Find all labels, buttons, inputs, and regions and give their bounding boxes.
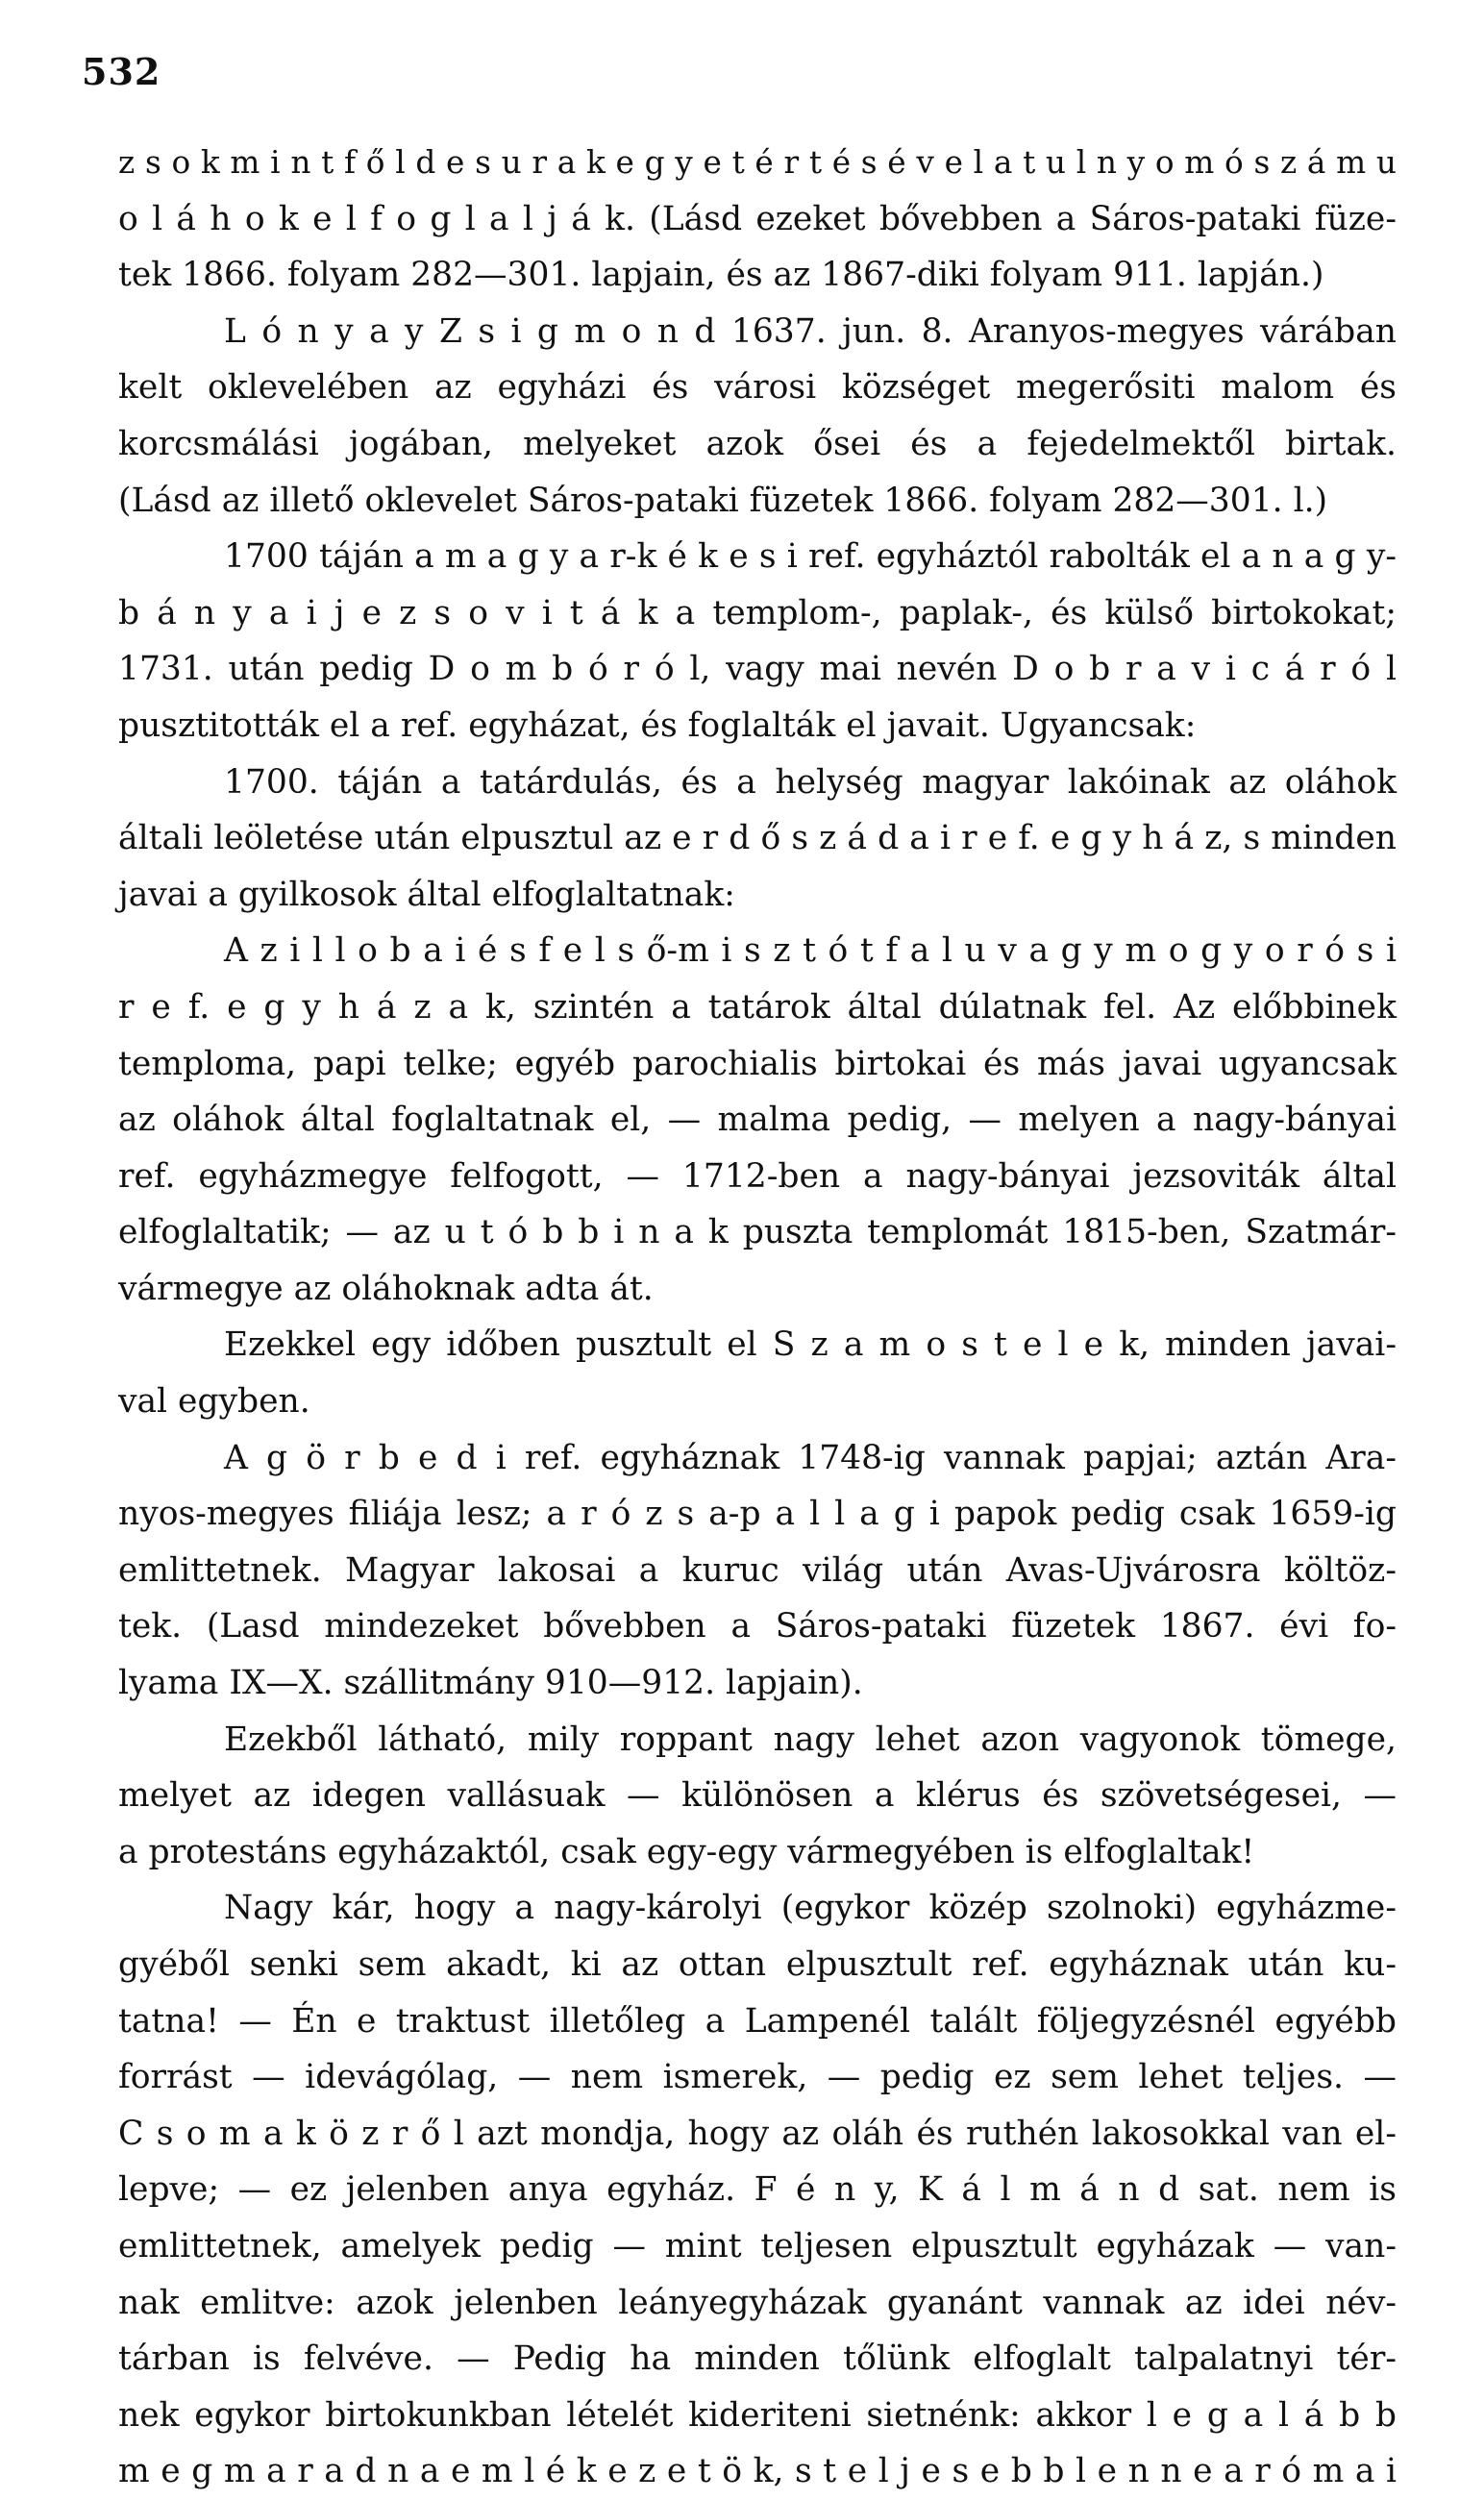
text-line: az oláhok által foglaltatnak el, — malma pedig, — melyen a nagy-bányai	[118, 1101, 1397, 1140]
text-line: Ezekből látható, mily roppant nagy lehet azon vagyonok tömege,	[224, 1720, 1397, 1759]
text-line: javai a gyilkosok által elfoglaltatnak:	[118, 875, 735, 914]
text-line: emlittetnek, amelyek pedig — mint teljesen elpusztult egyházak — van-	[118, 2226, 1397, 2265]
page-number: 532	[82, 50, 161, 93]
text-line: kelt oklevelében az egyházi és városi községet megerősiti malom és	[118, 368, 1397, 408]
text-line: a protestáns egyházaktól, csak egy-egy vármegyében is elfoglaltak!	[118, 1832, 1255, 1871]
text-line: forrást — idevágólag, — nem ismerek, — pedig ez sem lehet teljes. —	[118, 2058, 1397, 2097]
text-line: b á n y a i j e z s o v i t á k a templom-, paplak-, és külső birtokokat;	[118, 593, 1397, 632]
text-line: tatna! — Én e traktust illetőleg a Lampenél talált följegyzésnél egyébb	[118, 2001, 1397, 2041]
text-line: 1731. után pedig D o m b ó r ó l, vagy mai nevén D o b r a v i c á r ó l	[118, 650, 1397, 689]
text-line: z s o k m i n t f ő l d e s u r a k e g y e t é r t é s é v e l a t u l n y o m ó s z á m u	[118, 144, 1397, 181]
text-line: Ezekkel egy időben pusztult el S z a m o s t e l e k, minden javai-	[224, 1325, 1397, 1365]
text-line: tek. (Lasd mindezeket bővebben a Sáros-pataki füzetek 1867. évi fo-	[118, 1607, 1397, 1646]
text-line: gyéből senki sem akadt, ki az ottan elpusztult ref. egyháznak után ku-	[118, 1945, 1397, 1984]
text-line: (Lásd az illető oklevelet Sáros-pataki füzetek 1866. folyam 282—301. l.)	[118, 481, 1328, 520]
text-line: ref. egyházmegye felfogott, — 1712-ben a nagy-bányai jezsoviták által	[118, 1156, 1397, 1196]
text-line: nyos-megyes filiája lesz; a r ó z s a-p a l l a g i papok pedig csak 1659-ig	[118, 1495, 1397, 1534]
text-line: A g ö r b e d i ref. egyháznak 1748-ig vannak papjai; aztán Ara-	[224, 1438, 1397, 1477]
text-line: nak emlitve: azok jelenben leányegyházak gyanánt vannak az idei név-	[118, 2283, 1397, 2322]
text-line: lepve; — ez jelenben anya egyház. F é n y, K á l m á n d sat. nem is	[118, 2170, 1397, 2210]
text-line: általi leöletése után elpusztul az e r d ő s z á d a i r e f. e g y h á z, s minden	[118, 819, 1397, 858]
text-line: 1700 táján a m a g y a r-k é k e s i ref. egyháztól rabolták el a n a g y-	[224, 537, 1397, 577]
text-line: temploma, papi telke; egyéb parochialis birtokai és más javai ugyancsak	[118, 1044, 1397, 1083]
text-line: 1700. táján a tatárdulás, és a helység magyar lakóinak az oláhok	[224, 762, 1397, 802]
text-line: korcsmálási jogában, melyeket azok ősei és a fejedelmektől birtak.	[118, 424, 1397, 463]
text-line: L ó n y a y Z s i g m o n d 1637. jun. 8. Aranyos-megyes várában	[224, 311, 1397, 351]
text-line: C s o m a k ö z r ő l azt mondja, hogy az oláh és ruthén lakosokkal van el-	[118, 2114, 1397, 2153]
body-text	[118, 135, 1397, 2500]
text-line: m e g m a r a d n a e m l é k e z e t ö k, s t e l j e s e b b l e n n e a r ó m a i	[118, 2452, 1397, 2491]
text-line: A z i l l o b a i é s f e l s ő-m i s z t ó t f a l u v a g y m o g y o r ó s i	[224, 931, 1397, 971]
text-line: val egyben.	[118, 1382, 310, 1422]
text-line: r e f. e g y h á z a k, szintén a tatárok által dúlatnak fel. Az előbbinek	[118, 987, 1397, 1027]
text-line: nek egykor birtokunkban lételét kideriteni sietnénk: akkor l e g a l á b b	[118, 2395, 1397, 2435]
text-line: elfoglaltatik; — az u t ó b b i n a k puszta templomát 1815-ben, Szatmár-	[118, 1213, 1397, 1252]
text-line: emlittetnek. Magyar lakosai a kuruc világ után Avas-Ujvárosra költöz-	[118, 1550, 1397, 1590]
text-line: lyama IX—X. szállitmány 910—912. lapjain).	[118, 1664, 863, 1703]
text-line: melyet az idegen vallásuak — különösen a klérus és szövetségesei, —	[118, 1776, 1397, 1816]
text-line: tek 1866. folyam 282—301. lapjain, és az 1867-diki folyam 911. lapján.)	[118, 256, 1324, 295]
text-line: pusztitották el a ref. egyházat, és foglalták el javait. Ugyancsak:	[118, 705, 1197, 745]
text-line: vármegye az oláhoknak adta át.	[118, 1269, 654, 1308]
text-line: tárban is felvéve. — Pedig ha minden tőlünk elfoglalt talpalatnyi tér-	[118, 2339, 1397, 2379]
text-line: o l á h o k e l f o g l a l j á k. (Lásd ezeket bővebben a Sáros-pataki füze-	[118, 199, 1397, 238]
text-line: Nagy kár, hogy a nagy-károlyi (egykor közép szolnoki) egyházme-	[224, 1889, 1397, 1928]
